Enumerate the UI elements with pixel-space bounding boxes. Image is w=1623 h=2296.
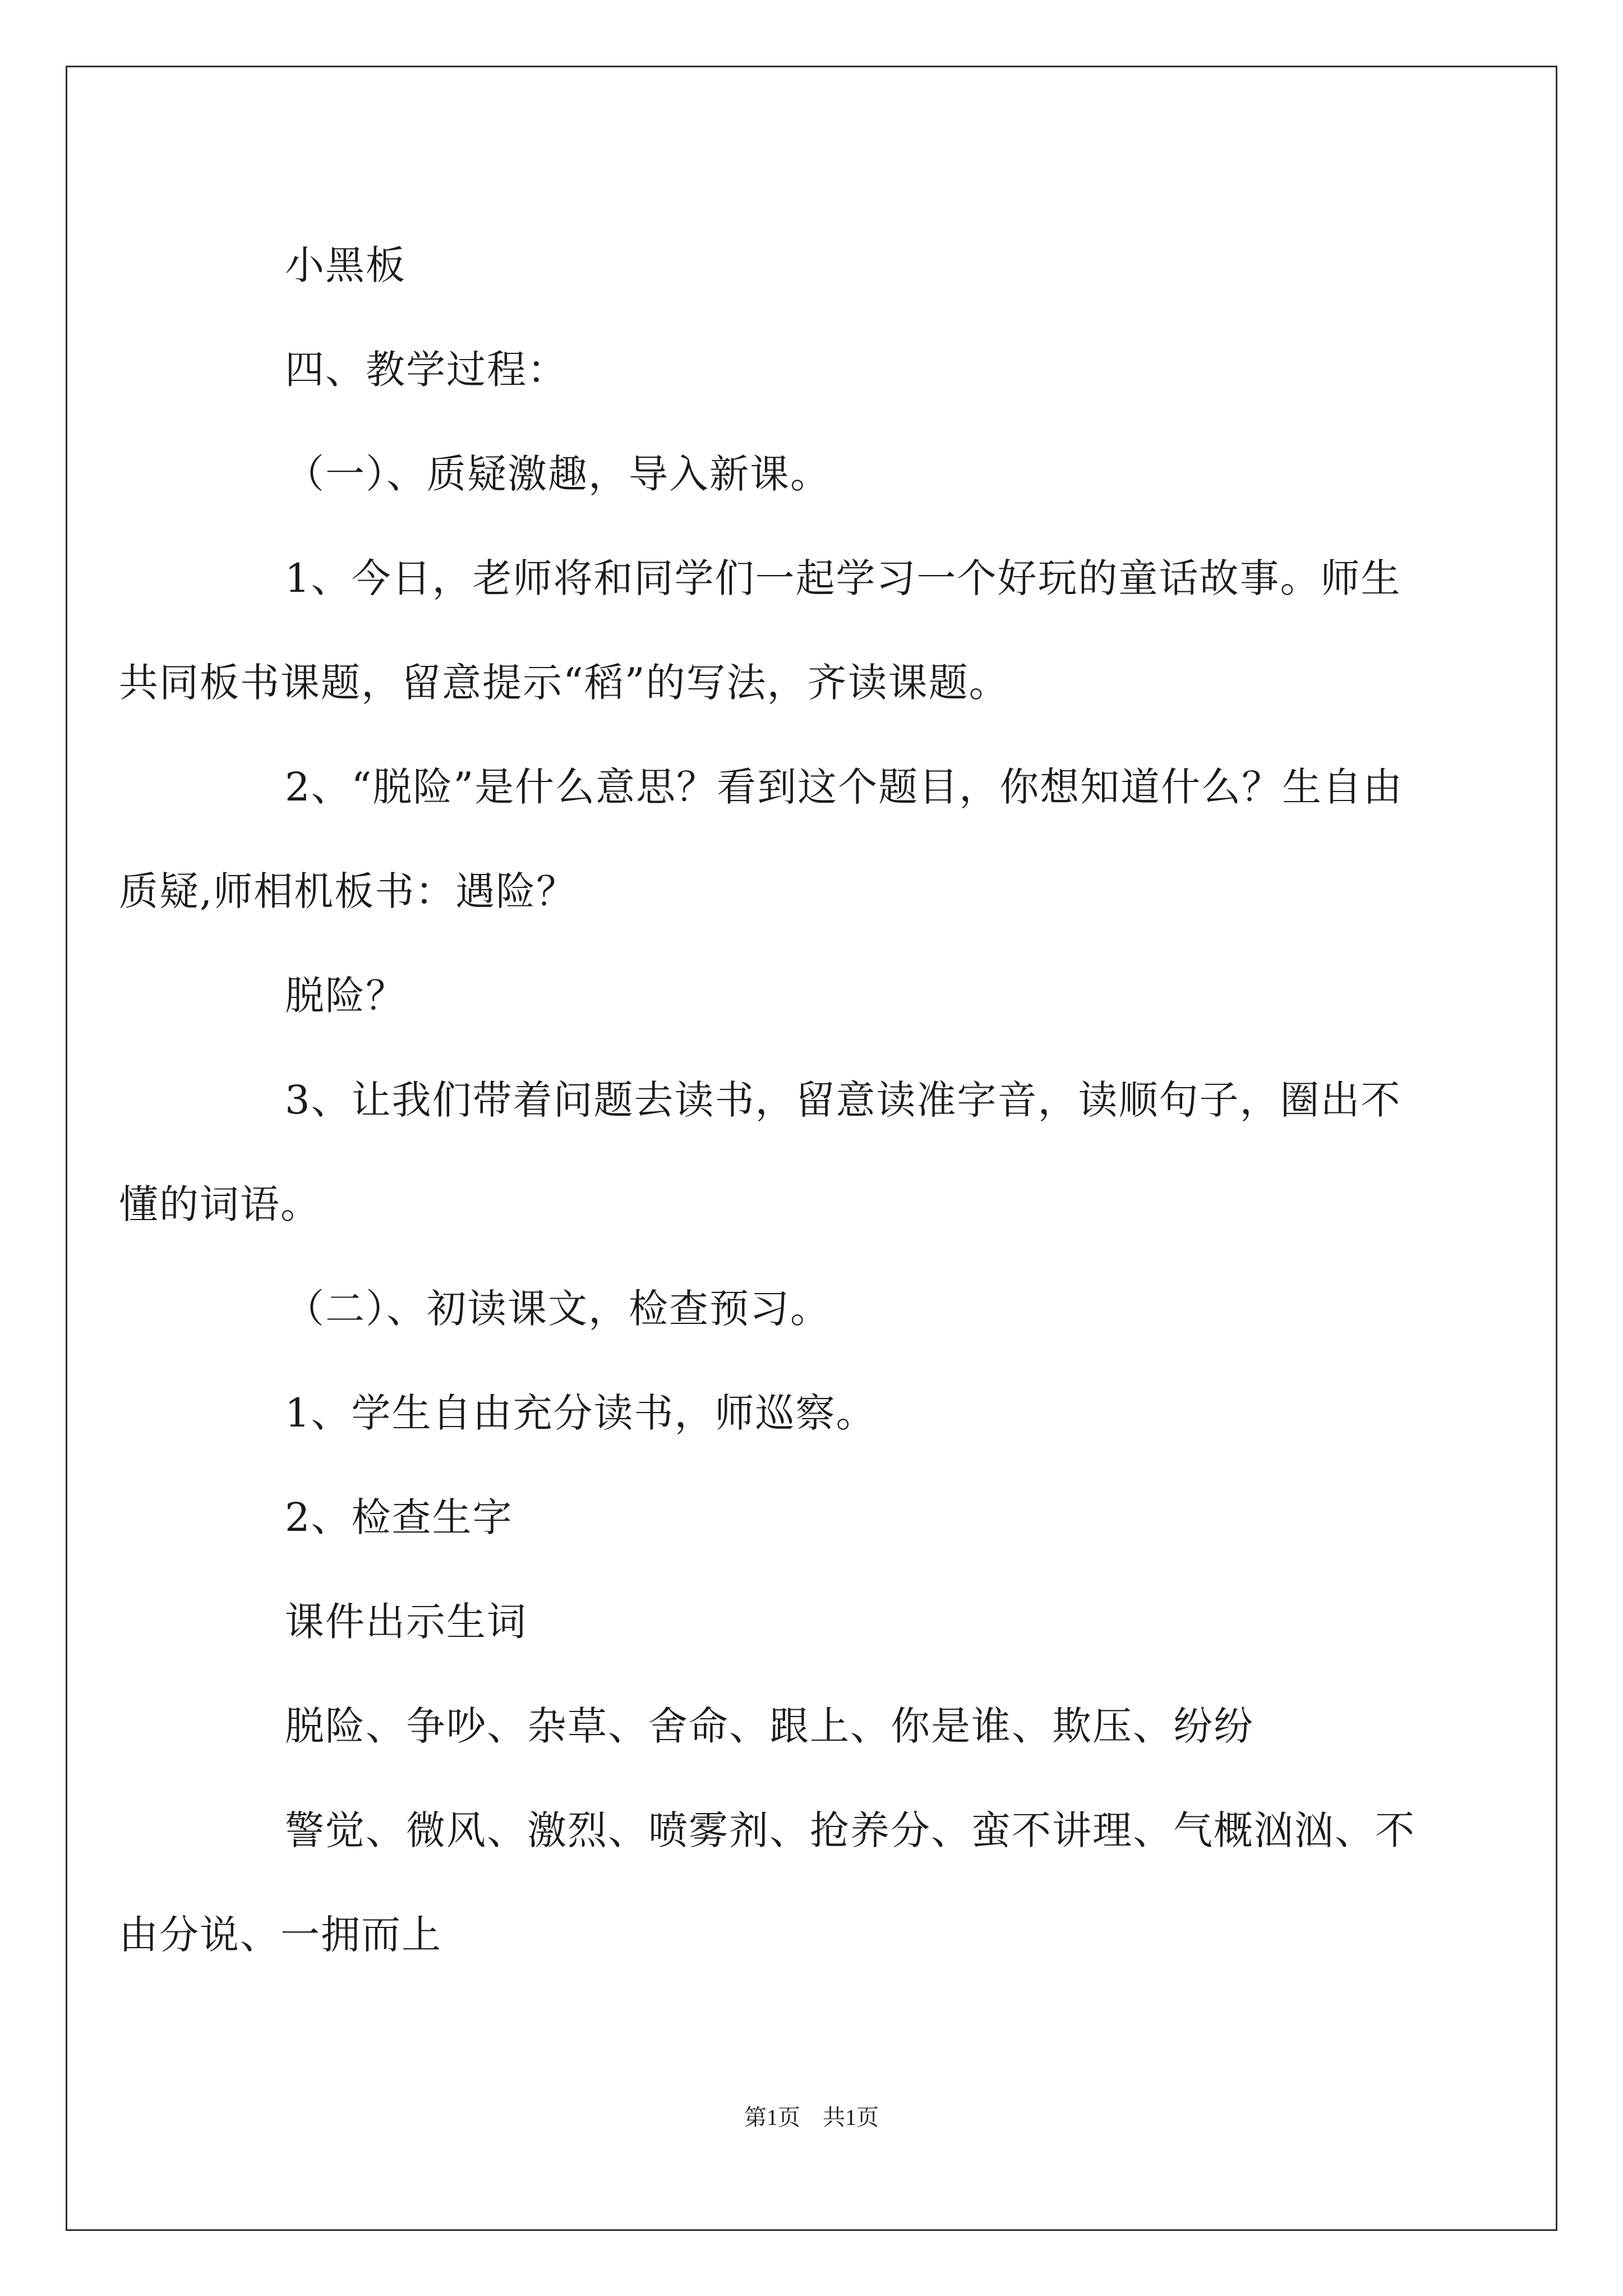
subsection-heading: （二）、初读课文，检查预习。 — [285, 1286, 831, 1332]
page-footer: 第1页 共1页 — [744, 2105, 879, 2130]
paragraph: 2、检查生字 — [285, 1494, 513, 1540]
paragraph: 1、今日，老师将和同学们一起学习一个好玩的童话故事。师生共同板书课题，留意提示“稻”的写法，齐读课题。 — [119, 555, 1401, 706]
paragraph: 小黑板 — [285, 242, 406, 288]
paragraph: 3、让我们带着问题去读书，留意读准字音，读顺句子，圈出不懂的词语。 — [119, 1077, 1401, 1227]
paragraph: 2、“脱险”是什么意思？看到这个题目，你想知道什么？生自由质疑,师相机板书：遇险？ — [119, 764, 1404, 914]
section-heading: 四、教学过程： — [285, 347, 568, 393]
document-body — [119, 213, 1430, 1987]
subsection-heading: （一）、质疑激趣，导入新课。 — [285, 451, 831, 497]
paragraph: 脱险？ — [285, 973, 406, 1019]
paragraph: 1、学生自由充分读书，师巡察。 — [285, 1390, 877, 1436]
word-list: 脱险、争吵、杂草、舍命、跟上、你是谁、欺压、纷纷 — [285, 1703, 1254, 1749]
paragraph: 课件出示生词 — [285, 1599, 527, 1645]
word-list: 警觉、微风、激烈、喷雾剂、抢养分、蛮不讲理、气概汹汹、不由分说、一拥而上 — [119, 1807, 1415, 1958]
